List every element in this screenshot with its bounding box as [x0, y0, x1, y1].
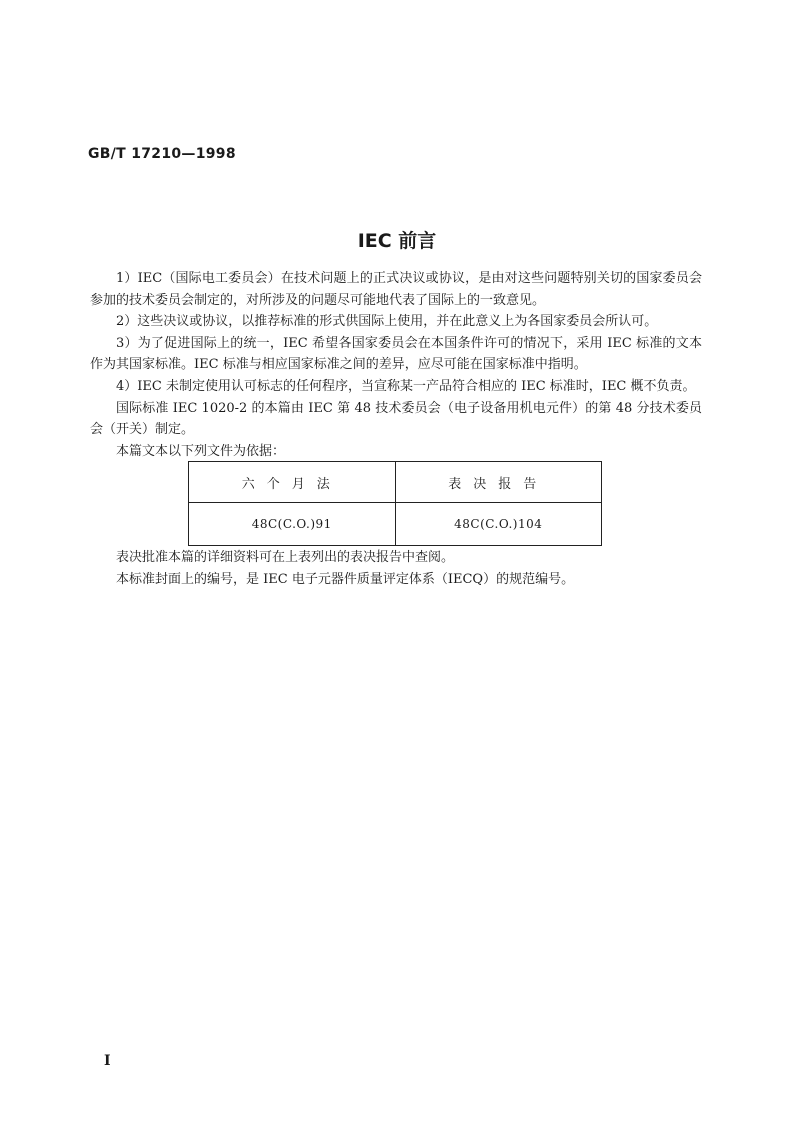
- table-header-row: [189, 462, 602, 503]
- table-header-cell: 表决报告: [395, 462, 602, 503]
- table-cell: 48C(C.O.)104: [395, 503, 602, 546]
- closing-notes: [90, 547, 702, 591]
- page-title: IEC 前言: [357, 230, 437, 252]
- paragraph: 3）为了促进国际上的统一，IEC 希望各国家委员会在本国条件许可的情况下，采用 IEC 标准的文本作为其国家标准。IEC 标准与相应国家标准之间的差异，应尽可能在国家标准中指明。: [90, 335, 702, 373]
- paragraph: 表决批准本篇的详细资料可在上表列出的表决报告中查阅。: [116, 550, 455, 565]
- document-code: GB/T 17210—1998: [88, 146, 236, 162]
- foreword-body: [90, 268, 702, 462]
- paragraph: 本篇文本以下列文件为依据：: [116, 443, 286, 459]
- table-cell: 48C(C.O.)91: [189, 503, 396, 546]
- paragraph: 2）这些决议或协议，以推荐标准的形式供国际上使用，并在此意义上为各国家委员会所认可。: [116, 314, 658, 330]
- paragraph: 4）IEC 未制定使用认可标志的任何程序，当宣称某一产品符合相应的 IEC 标准时，IEC 概不负责。: [116, 378, 696, 394]
- table-header-cell: 六个月法: [189, 462, 396, 503]
- paragraph: 1）IEC（国际电工委员会）在技术问题上的正式决议或协议，是由对这些问题特别关切的国家委员会参加的技术委员会制定的，对所涉及的问题尽可能地代表了国际上的一致意见。: [90, 271, 702, 308]
- page-number: I: [104, 1053, 111, 1069]
- paragraph: 国际标准 IEC 1020-2 的本篇由 IEC 第 48 技术委员会（电子设备用机电元件）的第 48 分技术委员会（开关）制定。: [90, 400, 702, 438]
- voting-documents-table: [188, 461, 602, 546]
- table-row: [189, 503, 602, 546]
- paragraph: 本标准封面上的编号，是 IEC 电子元器件质量评定体系（IECQ）的规范编号。: [116, 572, 575, 587]
